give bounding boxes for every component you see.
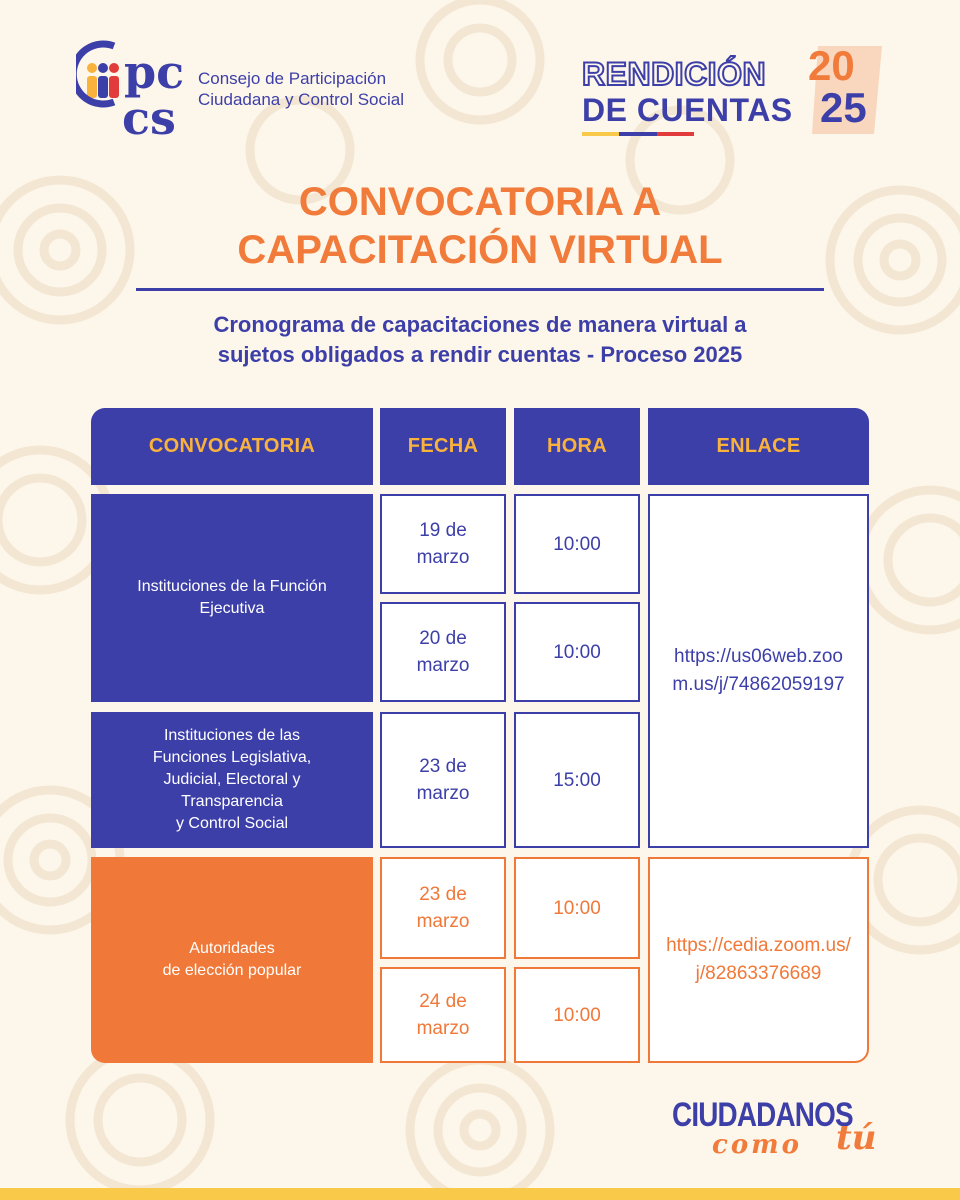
org-name-line2: Ciudadana y Control Social xyxy=(198,90,405,109)
brand-tu: tú xyxy=(836,1118,877,1158)
campaign-line1: RENDICIÓN xyxy=(582,56,767,92)
svg-text:cs: cs xyxy=(122,91,176,140)
fecha-cell: 19 de marzo xyxy=(380,494,506,594)
org-name xyxy=(198,68,404,110)
fecha-cell: 24 de marzo xyxy=(380,967,506,1063)
bottom-bar xyxy=(0,1188,960,1200)
zoom-link-ejecutiva[interactable]: https://us06web.zoom.us/j/74862059197 xyxy=(648,494,869,848)
brand-como: como xyxy=(712,1130,803,1160)
title-divider xyxy=(136,288,824,291)
subtitle-line2: sujetos obligados a rendir cuentas - Proceso 2025 xyxy=(217,342,743,367)
cpccs-logo xyxy=(76,40,436,140)
hora-cell: 15:00 xyxy=(514,712,640,848)
page-subtitle xyxy=(0,310,960,370)
header-hora: HORA xyxy=(514,408,640,485)
svg-text:pc: pc xyxy=(124,45,185,99)
header-enlace: ENLACE xyxy=(648,408,869,485)
fecha-cell: 20 de marzo xyxy=(380,602,506,702)
campaign-line2: DE CUENTAS xyxy=(582,92,793,128)
hora-cell: 10:00 xyxy=(514,857,640,959)
zoom-link-autoridades[interactable]: https://cedia.zoom.us/j/82863376689 xyxy=(648,857,869,1063)
convocatoria-funcion-ejecutiva: Instituciones de la Función Ejecutiva xyxy=(91,494,373,702)
rendicion-cuentas-logo xyxy=(580,40,890,140)
fecha-cell: 23 de marzo xyxy=(380,857,506,959)
page-title xyxy=(0,178,960,274)
subtitle-line1: Cronograma de capacitaciones de manera virtual a xyxy=(213,312,747,337)
cpccs-logo-mark xyxy=(76,40,192,140)
hora-cell: 10:00 xyxy=(514,602,640,702)
header-convocatoria: CONVOCATORIA xyxy=(91,408,373,485)
flag-stripe xyxy=(582,132,694,136)
org-name-line1: Consejo de Participación xyxy=(198,69,387,88)
header-fecha: FECHA xyxy=(380,408,506,485)
ciudadanos-como-tu-logo xyxy=(672,1092,892,1162)
campaign-year-bottom: 25 xyxy=(820,84,867,131)
hora-cell: 10:00 xyxy=(514,967,640,1063)
convocatoria-autoridades: Autoridades de elección popular xyxy=(91,857,373,1063)
campaign-year-top: 20 xyxy=(808,42,855,89)
hora-cell: 10:00 xyxy=(514,494,640,594)
brand-main: CIUDADANOS xyxy=(672,1096,853,1134)
convocatoria-otras-funciones: Instituciones de las Funciones Legislativa, Judicial, Electoral y Transparencia y Control Social xyxy=(91,712,373,848)
title-line2: CAPACITACIÓN VIRTUAL xyxy=(237,228,723,272)
title-line1: CONVOCATORIA A xyxy=(298,180,662,224)
fecha-cell: 23 de marzo xyxy=(380,712,506,848)
